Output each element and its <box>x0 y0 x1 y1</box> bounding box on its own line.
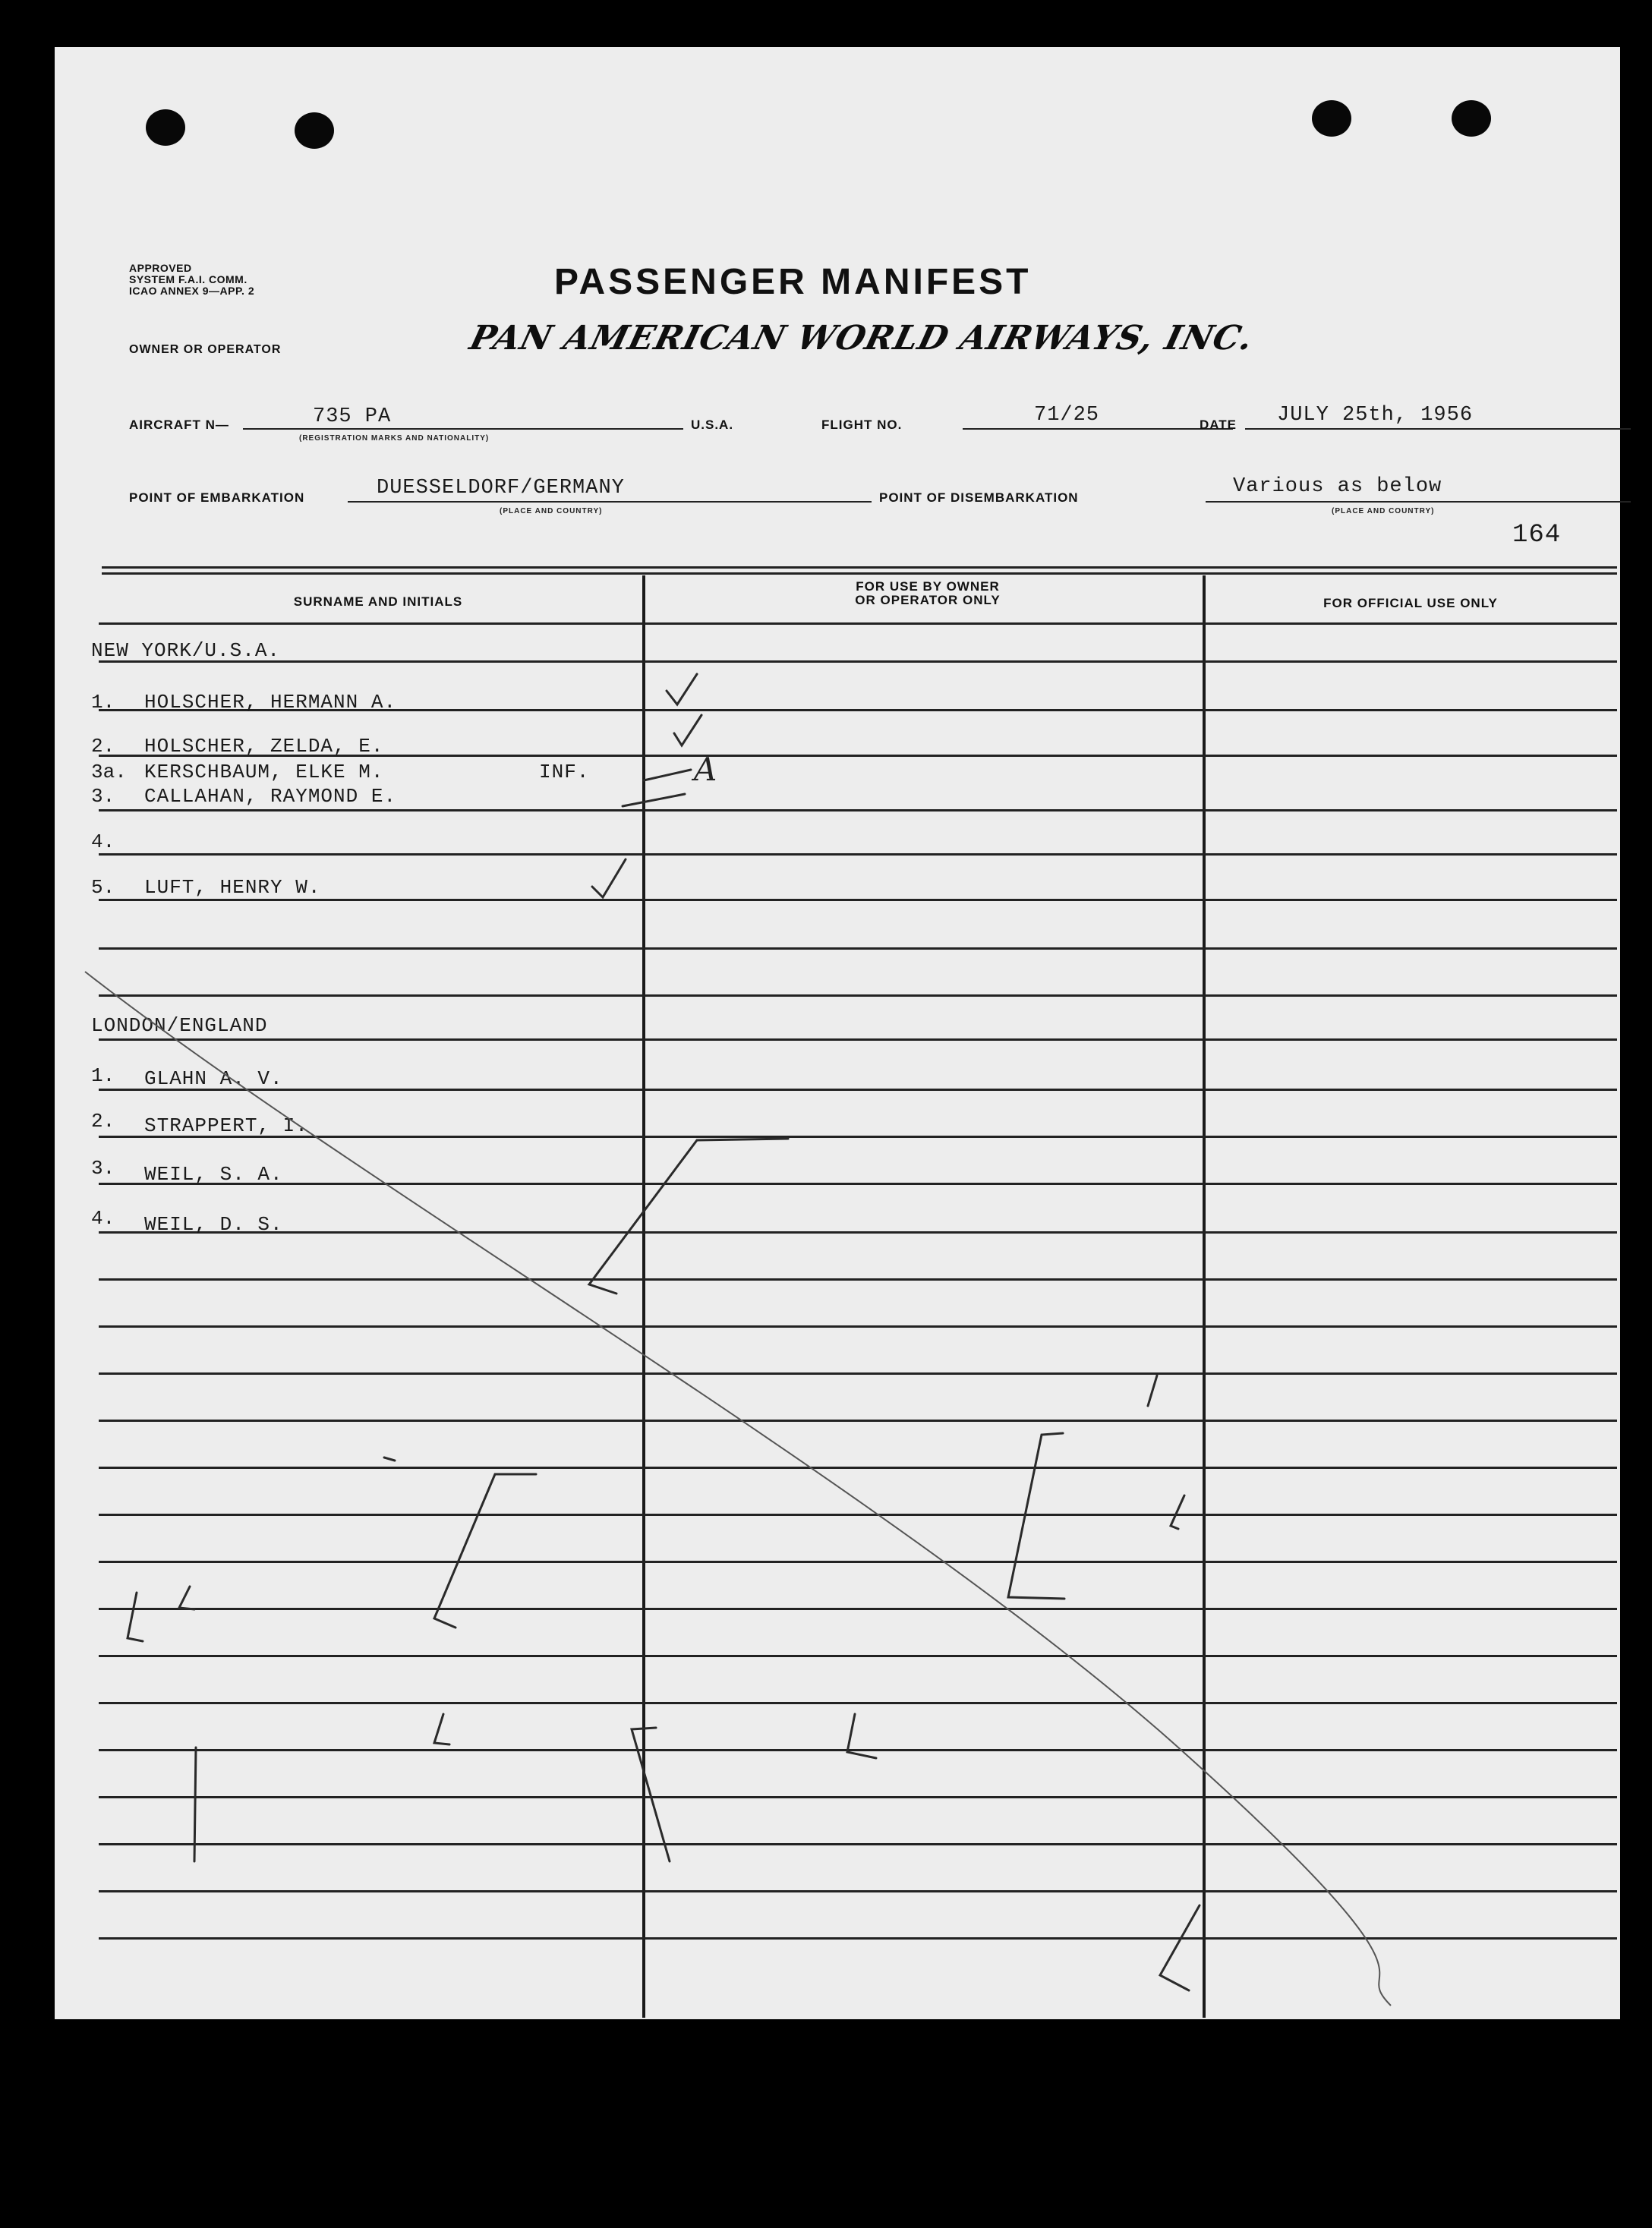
passenger-number: 5. <box>91 876 115 899</box>
nationality: U.S.A. <box>691 418 734 432</box>
passenger-number: 4. <box>91 830 115 853</box>
owner-label: OWNER OR OPERATOR <box>129 343 282 356</box>
passenger-name: GLAHN A. V. <box>144 1067 283 1090</box>
passenger-number: 4. <box>91 1207 115 1230</box>
small-mark <box>1148 1376 1157 1406</box>
passenger-name: HOLSCHER, ZELDA, E. <box>144 735 384 758</box>
passenger-number: 3a. <box>91 761 127 783</box>
disembarkation-label: POINT OF DISEMBARKATION <box>879 490 1079 505</box>
date-label: DATE <box>1200 418 1237 432</box>
passenger-number: 2. <box>91 1110 115 1133</box>
aircraft-value: 735 PA <box>313 405 392 428</box>
passenger-name: LUFT, HENRY W. <box>144 876 321 899</box>
small-mark <box>384 1457 395 1461</box>
column-header-owner-use: FOR USE BY OWNER OR OPERATOR ONLY <box>855 579 1001 607</box>
page-title: PASSENGER MANIFEST <box>554 262 1032 302</box>
bracket-mark <box>632 1728 670 1861</box>
small-mark <box>847 1714 876 1758</box>
passenger-note: INF. <box>539 761 590 783</box>
tick-dash <box>644 770 691 780</box>
approval-line: SYSTEM F.A.I. COMM. <box>129 273 247 285</box>
disembarkation-sub: (PLACE AND COUNTRY) <box>1332 507 1435 515</box>
column-header-surname: SURNAME AND INITIALS <box>293 594 463 609</box>
vertical-stroke <box>194 1747 196 1861</box>
aircraft-label: AIRCRAFT N— <box>129 418 229 432</box>
group-destination: LONDON/ENGLAND <box>91 1014 268 1037</box>
flight-label: FLIGHT NO. <box>821 418 903 432</box>
approval-line: ICAO ANNEX 9—APP. 2 <box>129 285 255 297</box>
diagonal-line <box>85 972 1391 2006</box>
flight-value: 71/25 <box>1034 404 1100 427</box>
manifest-sheet <box>55 47 1620 2019</box>
passenger-name: CALLAHAN, RAYMOND E. <box>144 785 397 808</box>
passenger-name: HOLSCHER, HERMANN A. <box>144 691 397 714</box>
date-value: JULY 25th, 1956 <box>1277 404 1474 427</box>
small-mark <box>179 1587 194 1609</box>
passenger-number: 1. <box>91 1064 115 1087</box>
check-mark <box>674 715 701 745</box>
passenger-name: KERSCHBAUM, ELKE M. <box>144 761 384 783</box>
passenger-number: 3. <box>91 1157 115 1180</box>
airline-name: PAN AMERICAN WORLD AIRWAYS, INC. <box>465 319 1258 358</box>
passenger-number: 2. <box>91 735 115 758</box>
small-mark <box>128 1593 143 1641</box>
small-mark <box>1160 1905 1200 1990</box>
bracket-mark <box>434 1474 536 1628</box>
embarkation-value: DUESSELDORF/GERMANY <box>377 477 625 499</box>
disembarkation-value: Various as below <box>1233 475 1442 498</box>
passenger-name: WEIL, S. A. <box>144 1163 283 1186</box>
group-destination: NEW YORK/U.S.A. <box>91 639 281 662</box>
check-mark <box>667 674 697 704</box>
passenger-name: WEIL, D. S. <box>144 1213 283 1236</box>
small-mark <box>1171 1495 1184 1529</box>
embarkation-sub: (PLACE AND COUNTRY) <box>500 507 603 515</box>
small-mark <box>434 1714 449 1744</box>
column-header-official-use: FOR OFFICIAL USE ONLY <box>1323 596 1498 610</box>
handwritten-marks <box>55 47 1620 2019</box>
aircraft-sub: (REGISTRATION MARKS AND NATIONALITY) <box>299 434 490 443</box>
approval-line: APPROVED <box>129 262 192 274</box>
passenger-number: 3. <box>91 785 115 808</box>
check-mark <box>592 859 626 897</box>
handwritten-a: A <box>694 751 717 788</box>
embarkation-label: POINT OF EMBARKATION <box>129 490 305 505</box>
tick-dash <box>623 794 685 806</box>
bracket-mark <box>1008 1433 1064 1599</box>
passenger-number: 1. <box>91 691 115 714</box>
page-number: 164 <box>1512 521 1562 550</box>
bracket-mark <box>589 1139 788 1294</box>
passenger-name: STRAPPERT, I. <box>144 1114 308 1137</box>
